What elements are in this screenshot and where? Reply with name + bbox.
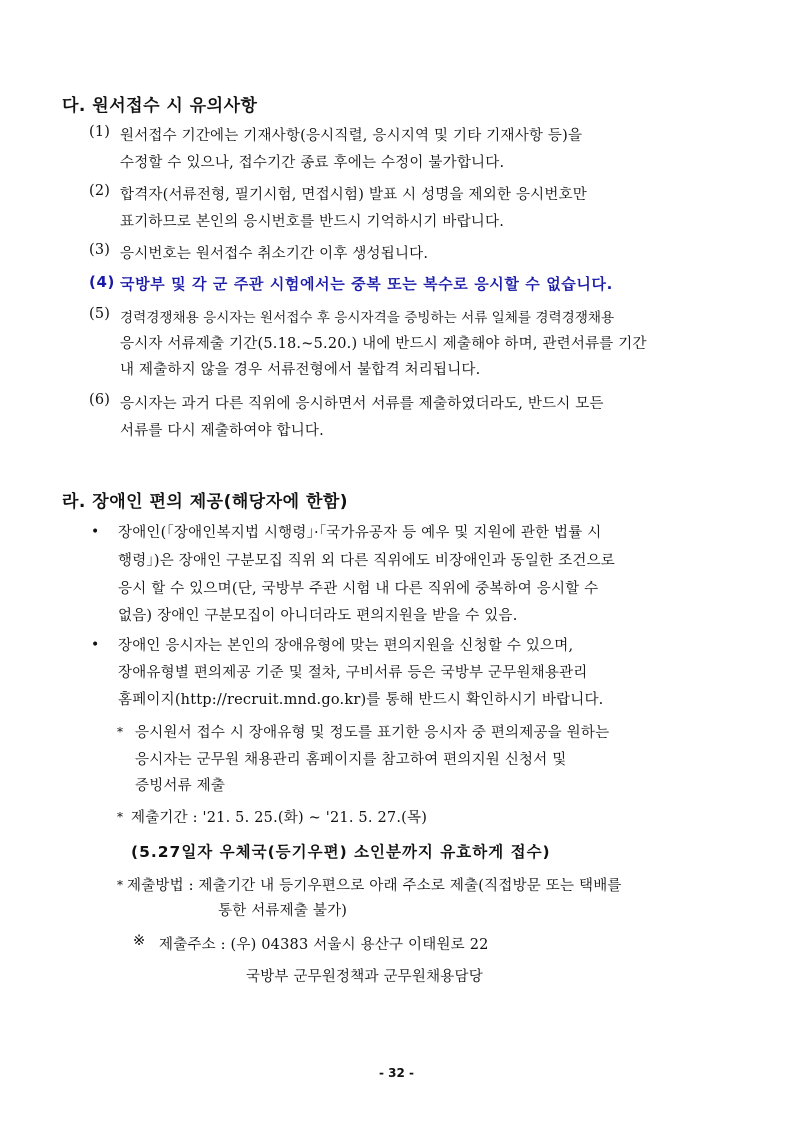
bullet-1-marker: •: [91, 524, 100, 540]
section-da-heading: 다. 원서접수 시 유의사항: [62, 96, 258, 116]
bullet-2-line-3: 홈페이지(http://recruit.mnd.go.kr)를 통해 반드시 확인하시기 바랍니다.: [118, 692, 604, 708]
item-6-line-2: 서류를 다시 제출하여야 합니다.: [120, 423, 324, 439]
section-ra-heading: 라. 장애인 편의 제공(해당자에 한함): [62, 492, 349, 512]
submission-method-line-1: 제출방법 : 제출기간 내 등기우편으로 아래 주소로 제출(직접방문 또는 택배를: [127, 878, 622, 894]
item-6-line-1: 응시자는 과거 다른 직위에 응시하면서 서류를 제출하였더라도, 반드시 모든: [120, 396, 604, 412]
submission-period-emphasis: (5.27일자 우체국(등기우편) 소인분까지 유효하게 접수): [131, 843, 551, 861]
item-1-line-1: 원서접수 기간에는 기재사항(응시직렬, 응시지역 및 기타 기재사항 등)을: [120, 128, 583, 144]
submission-address: 제출주소 : (우) 04383 서울시 용산구 이태원로 22: [159, 937, 489, 953]
item-1-line-2: 수정할 수 있으나, 접수기간 종료 후에는 수정이 불가합니다.: [120, 155, 505, 171]
submission-recipient: 국방부 군무원정책과 군무원채용담당: [246, 969, 483, 985]
bullet-1-line-4: 없음) 장애인 구분모집이 아니더라도 편의지원을 받을 수 있음.: [118, 608, 518, 624]
item-1-number: (1): [89, 124, 111, 140]
item-5-number: (5): [89, 306, 111, 322]
item-5-line-3: 내 제출하지 않을 경우 서류전형에서 불합격 처리됩니다.: [120, 362, 481, 378]
submission-period: 제출기간 : '21. 5. 25.(화) ~ '21. 5. 27.(목): [131, 810, 428, 826]
item-4-number: (4): [89, 273, 115, 291]
note-method-marker: *: [117, 878, 123, 892]
note-request-marker: *: [117, 725, 123, 739]
bullet-1-line-2: 행령」)은 장애인 구분모집 직위 외 다른 직위에도 비장애인과 동일한 조건으로: [118, 553, 616, 569]
item-3-number: (3): [89, 242, 111, 258]
item-6-number: (6): [89, 392, 111, 408]
item-2-line-2: 표기하므로 본인의 응시번호를 반드시 기억하시기 바랍니다.: [120, 214, 505, 230]
bullet-1-line-1: 장애인(「장애인복지법 시행령」·「국가유공자 등 예우 및 지원에 관한 법률 시: [118, 525, 602, 541]
note-request-line-2: 응시자는 군무원 채용관리 홈페이지를 참고하여 편의지원 신청서 및: [135, 752, 567, 768]
item-4-line-1: 국방부 및 각 군 주관 시험에서는 중복 또는 복수로 응시할 수 없습니다.: [120, 275, 613, 293]
bullet-1-line-3: 응시 할 수 있으며(단, 국방부 주관 시험 내 다른 직위에 중복하여 응시할 수: [118, 581, 599, 597]
item-2-number: (2): [89, 183, 111, 199]
bullet-2-line-2: 장애유형별 편의제공 기준 및 절차, 구비서류 등은 국방부 군무원채용관리: [118, 665, 588, 681]
address-marker: ※: [133, 933, 146, 949]
bullet-2-marker: •: [91, 637, 100, 653]
bullet-2-line-1: 장애인 응시자는 본인의 장애유형에 맞는 편의지원을 신청할 수 있으며,: [118, 638, 574, 654]
item-2-line-1: 합격자(서류전형, 필기시험, 면접시험) 발표 시 성명을 제외한 응시번호만: [120, 187, 587, 203]
note-period-marker: *: [117, 810, 123, 824]
page-number: - 32 -: [378, 1066, 414, 1080]
item-5-line-2: 응시자 서류제출 기간(5.18.~5.20.) 내에 반드시 제출해야 하며, 관련서류를 기간: [120, 336, 647, 352]
item-5-line-1: 경력경쟁채용 응시자는 원서접수 후 응시자격을 증빙하는 서류 일체를 경력경쟁채용: [120, 310, 615, 326]
item-3-line-1: 응시번호는 원서접수 취소기간 이후 생성됩니다.: [120, 246, 429, 262]
note-request-line-3: 증빙서류 제출: [135, 778, 226, 794]
submission-method-line-2: 통한 서류제출 불가): [218, 903, 348, 919]
note-request-line-1: 응시원서 접수 시 장애유형 및 정도를 표기한 응시자 중 편의제공을 원하는: [135, 725, 610, 741]
